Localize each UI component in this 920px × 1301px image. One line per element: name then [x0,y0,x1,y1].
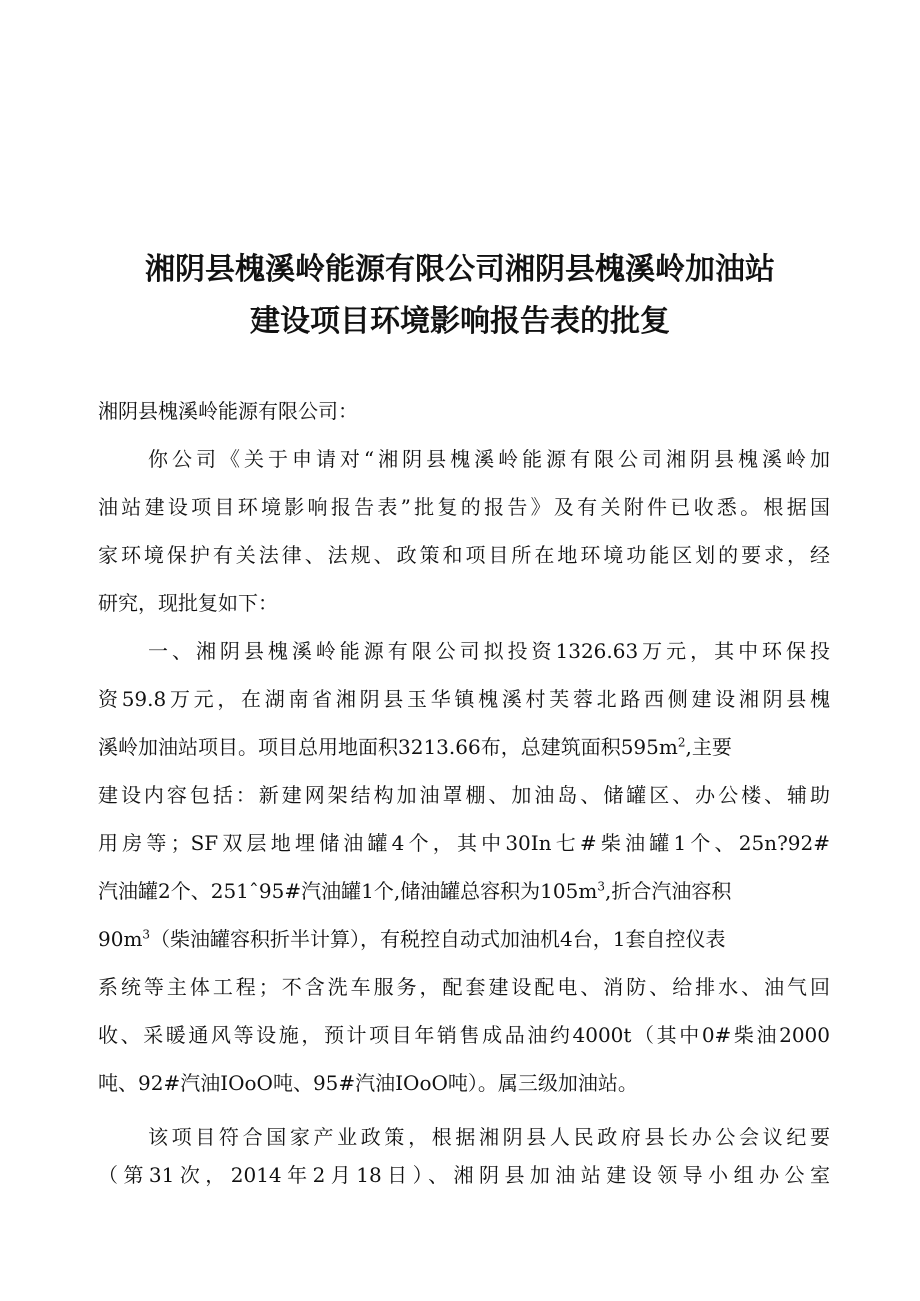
document-title-line-2: 建设项目环境影响报告表的批复 [250,304,670,339]
para1-line-4: 研究，现批复如下： [98,591,278,615]
para3-line-1: 该项目符合国家产业政策，根据湘阴县人民政府县长办公会议纪要 [148,1125,830,1149]
para2-line-3 [98,734,830,760]
para2-line-6 [98,878,830,904]
para2-line-7 [98,926,830,952]
para1-line-1: 你公司《关于申请对“湘阴县槐溪岭能源有限公司湘阴县槐溪岭加 [148,447,830,471]
para2-line-7-head: 90m [98,927,143,951]
para2-line-2: 资59.8万元，在湖南省湘阴县玉华镇槐溪村芙蓉北路西侧建设湘阴县槐 [98,687,830,711]
para2-line-5: 用房等；SF双层地埋储油罐4个，其中30In七#柴油罐1个、25n?92# [98,831,830,855]
para2-line-6-tail: ,折合汽油容积 [604,879,732,903]
para2-line-10: 吨、92#汽油IOoO吨、95#汽油IOoO吨）。属三级加油站。 [98,1071,638,1095]
para2-line-9: 收、采暖通风等设施，预计项目年销售成品油约4000t（其中0#柴油2000 [98,1023,830,1047]
salutation: 湘阴县槐溪岭能源有限公司： [98,399,358,423]
para2-line-8: 系统等主体工程；不含洗车服务，配套建设配电、消防、给排水、油气回 [98,975,830,999]
para2-line-3-tail: ,主要 [685,735,732,759]
para2-line-6-text: 汽油罐2个、251ˆ95#汽油罐1个,储油罐总容积为105m [98,879,598,903]
superscript-2: 2 [677,735,686,750]
para1-line-2: 油站建设项目环境影响报告表”批复的报告》及有关附件已收悉。根据国 [98,495,830,519]
para2-line-4: 建设内容包括：新建网架结构加油罩棚、加油岛、储罐区、办公楼、辅助 [98,783,830,807]
para2-line-7-text: （柴油罐容积折半计算），有税控自动式加油机4台，1套自控仪表 [150,927,726,951]
para1-line-3: 家环境保护有关法律、法规、政策和项目所在地环境功能区划的要求，经 [98,543,830,567]
para2-line-3-text: 溪岭加油站项目。项目总用地面积3213.66布，总建筑面积595m [98,735,678,759]
para2-line-1: 一、湘阴县槐溪岭能源有限公司拟投资1326.63万元，其中环保投 [148,639,830,663]
para3-line-2: （第31次，2014年2月18日）、湘阴县加油站建设领导小组办公室 [98,1163,830,1187]
superscript-3-b: 3 [142,927,151,942]
superscript-3: 3 [597,879,605,894]
document-title-line-1: 湘阴县槐溪岭能源有限公司湘阴县槐溪岭加油站 [145,252,775,287]
